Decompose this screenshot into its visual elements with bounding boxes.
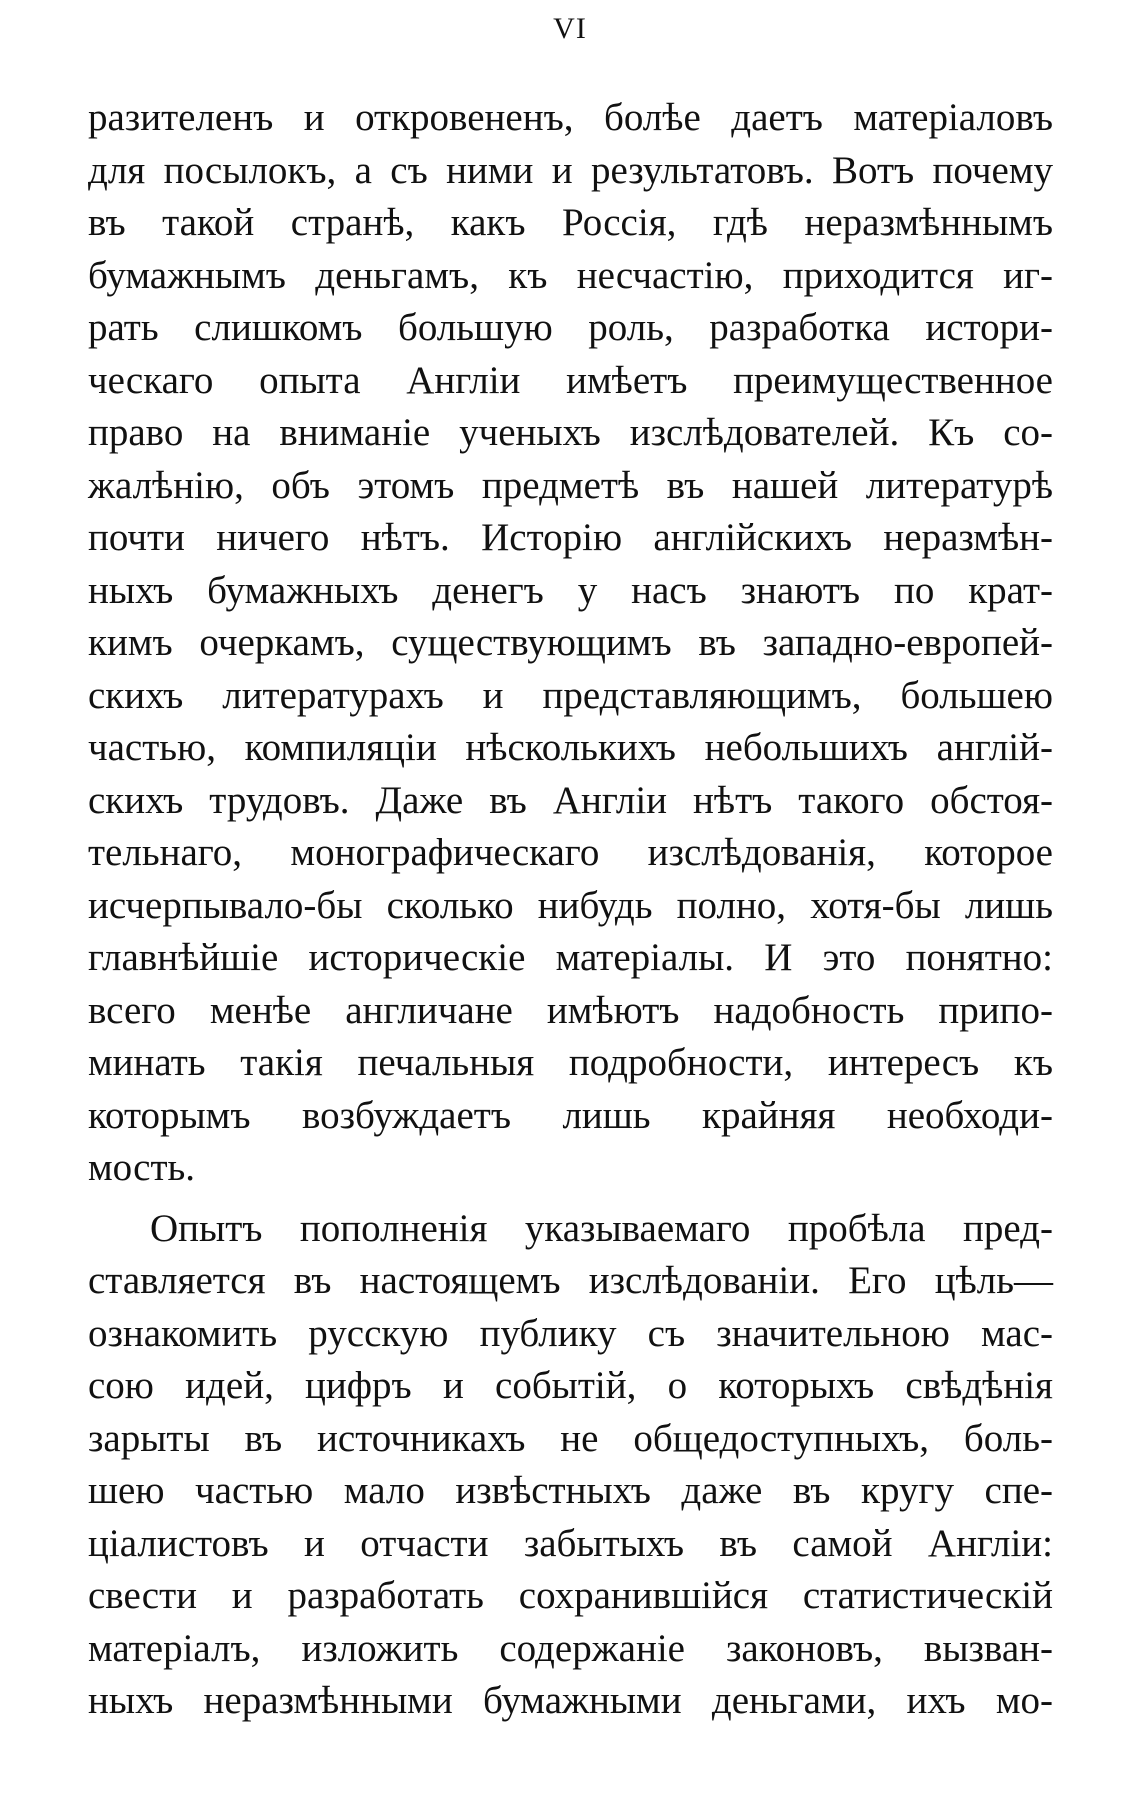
- text-line: шею частью мало извѣстныхъ даже въ кругу спе-: [88, 1469, 1053, 1512]
- text-line: матеріалъ, изложить содержаніе законовъ, вызван-: [88, 1626, 1053, 1670]
- text-line: минать такія печальныя подробности, интересъ къ: [88, 1041, 1053, 1084]
- text-line: ческаго опыта Англіи имѣетъ преимущественное: [88, 358, 1053, 402]
- text-line: тельнаго, монографическаго изслѣдованія, которое: [88, 831, 1053, 874]
- text-line: кимъ очеркамъ, существующимъ въ западно-европей-: [88, 621, 1053, 664]
- text-line: почти ничего нѣтъ. Исторію англійскихъ неразмѣн-: [88, 516, 1053, 559]
- text-line: которымъ возбуждаетъ лишь крайняя необходи-: [88, 1093, 1053, 1137]
- paragraph-1: [88, 92, 1053, 1195]
- text-line: для посылокъ, а съ ними и результатовъ. Вотъ почему: [88, 148, 1053, 192]
- text-line: въ такой странѣ, какъ Россія, гдѣ неразмѣннымъ: [88, 201, 1053, 244]
- page-number: VI: [553, 12, 587, 45]
- body-text: [88, 92, 1053, 1728]
- text-line: право на вниманіе ученыхъ изслѣдователей. Къ со-: [88, 411, 1053, 454]
- text-line: свести и разработать сохранившійся статистическій: [88, 1574, 1053, 1617]
- text-line: скихъ трудовъ. Даже въ Англіи нѣтъ такого обстоя-: [88, 778, 1053, 822]
- text-line: мость.: [88, 1146, 196, 1189]
- text-line: бумажнымъ деньгамъ, къ несчастію, приходится иг-: [88, 253, 1053, 297]
- paragraph-2: [88, 1203, 1053, 1728]
- paragraph-separator: [88, 1195, 1053, 1203]
- text-line: разителенъ и откровененъ, болѣе даетъ матеріаловъ: [88, 96, 1053, 139]
- text-line: рать слишкомъ большую роль, разработка истори-: [88, 306, 1053, 349]
- text-line: ныхъ бумажныхъ денегъ у насъ знаютъ по крат-: [88, 568, 1053, 612]
- text-line: ознакомить русскую публику съ значительною мас-: [88, 1311, 1053, 1355]
- text-line: исчерпывало-бы сколько нибудь полно, хотя-бы лишь: [88, 883, 1053, 927]
- text-line: скихъ литературахъ и представляющимъ, большею: [88, 673, 1053, 717]
- text-line: жалѣнію, объ этомъ предметѣ въ нашей литературѣ: [88, 463, 1053, 507]
- text-line: ціалистовъ и отчасти забытыхъ въ самой Англіи:: [88, 1521, 1053, 1565]
- text-line: частью, компиляціи нѣсколькихъ небольшихъ англій-: [88, 726, 1053, 769]
- text-line: Опытъ пополненія указываемаго пробѣла пред-: [150, 1206, 1053, 1250]
- text-line: главнѣйшіе историческіе матеріалы. И это понятно:: [88, 936, 1053, 979]
- text-line: всего менѣе англичане имѣютъ надобность припо-: [88, 988, 1053, 1032]
- text-line: ставляется въ настоящемъ изслѣдованіи. Его цѣль—: [88, 1259, 1053, 1302]
- text-line: зарыты въ источникахъ не общедоступныхъ, боль-: [88, 1416, 1053, 1460]
- text-line: сою идей, цифръ и событій, о которыхъ свѣдѣнія: [88, 1364, 1053, 1407]
- text-line: ныхъ неразмѣнными бумажными деньгами, ихъ мо-: [88, 1679, 1053, 1722]
